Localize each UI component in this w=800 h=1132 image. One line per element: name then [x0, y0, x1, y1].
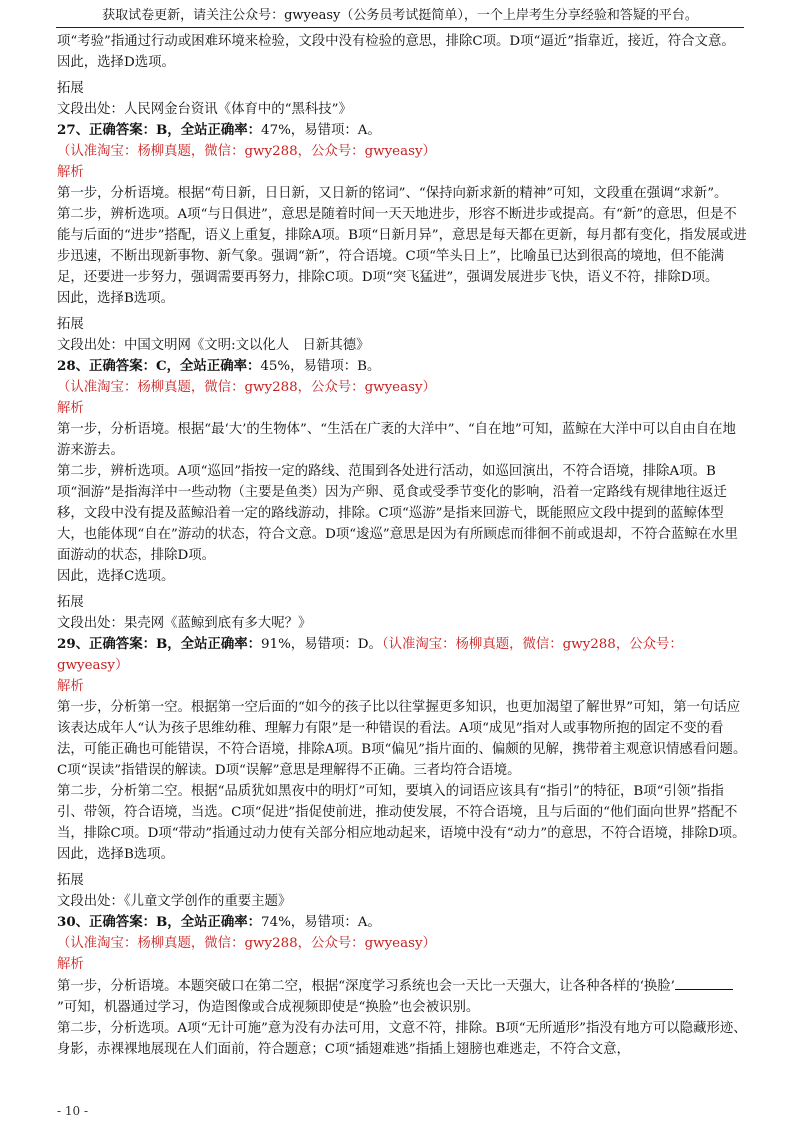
paragraph: 因此，选择C选项。	[57, 569, 175, 584]
paragraph: 文段出处：中国文明网《文明:文以化人 日新其德》	[57, 338, 370, 353]
answer-line	[57, 120, 747, 162]
accuracy-label: 全站正确率：	[180, 358, 261, 374]
promo-text: （认准淘宝：杨柳真题，微信：gwy288，公众号：gwyeasy）	[57, 637, 683, 673]
correct-answer: B，	[155, 914, 181, 930]
question-number: 27、正确答案：	[57, 122, 156, 138]
paragraph: 文段出处：果壳网《蓝鲸到底有多大呢？》	[57, 616, 312, 631]
accuracy-label: 全站正确率：	[180, 122, 262, 138]
accuracy-label: 全站正确率：	[180, 636, 262, 652]
accuracy-and-error-option: 45%，易错项：B。	[260, 359, 381, 374]
accuracy-and-error-option: 74%，易错项：A。	[261, 915, 381, 930]
paragraph: 第二步，分析第二空。根据“品质犹如黑夜中的明灯”可知，要填入的词语应该具有“指引”的特征，B项“引领”指指引、带领，符合语境，当选。C项“促进”指促使前进，推动使发展，不符合语境，且与后面的“他们面向世界”搭配不当，排除C项。D项“带动”指通过动力使有关部分相应地动起来，语境中没有“动力”的意思，不符合语境，排除D项。	[57, 784, 746, 841]
paragraph: 第二步，辨析选项。A项“与日俱进”，意思是随着时间一天天地进步，形容不断进步或提高。有“新”的意思，但是不能与后面的“进步”搭配，语义上重复，排除A项。B项“日新月异”，意思是每天都在更新，每月都有变化，指发展或进步迅速，不断出现新事物、新气象。强调“新”，符合语境。C项“竿头日上”，比喻虽已达到很高的境地，但不能满足，还要进一步努力，强调需要再努力，排除C项。D项“突飞猛进”，强调发展进步飞快，语义不符，排除D项。	[57, 207, 747, 285]
paragraph-text: 第一步，分析语境。本题突破口在第二空，根据“深度学习系统也会一天比一天强大，让各种各样的‘换脸’	[57, 979, 675, 994]
analysis-heading: 解析	[57, 957, 84, 972]
accuracy-and-error-option: 91%，易错项：D。	[261, 637, 382, 652]
paragraph: 项“考验”指通过行动或困难环境来检验，文段中没有检验的意思，排除C项。D项“逼近”指靠近，接近，符合文意。	[57, 34, 735, 49]
correct-answer: C，	[155, 358, 181, 374]
paragraph: 第一步，分析第一空。根据第一空后面的“如今的孩子比以往掌握更多知识，也更加渴望了解世界”可知，第一句话应该表达成年人“认为孩子思维幼稚、理解力有限”是一种错误的看法。A项“成见”指对人或事物所抱的固定不变的看法，可能正确也可能错误，不符合语境，排除A项。B项“偏见”指片面的、偏颇的见解，携带着主观意识情感看问题。C项“误读”指错误的解读。D项“误解”意思是理解得不正确。三者均符合语境。	[57, 700, 747, 778]
accuracy-label: 全站正确率：	[180, 914, 262, 930]
paragraph: 第二步，辨析选项。A项“巡回”指按一定的路线、范围到各处进行活动，如巡回演出，不符合语境，排除A项。B项“洄游”是指海洋中一些动物（主要是鱼类）因为产卵、觅食或受季节变化的影响，沿着一定路线有规律地往返迁移，文段中没有提及蓝鲸沿着一定的路线游动，排除。C项“巡游”是指来回游弋，既能照应文段中提到的蓝鲸体型大，也能体现“自在”游动的状态，符合文意。D项“逡巡”意思是因为有所顾虑而徘徊不前或退却，不符合蓝鲸在水里面游动的状态，排除D项。	[57, 464, 738, 563]
paragraph: 第一步，分析语境。根据“苟日新，日日新，又日新的铭词”、“保持向新求新的精神”可知，文段重在强调“求新”。	[57, 186, 728, 201]
paragraph: 文段出处：人民网金台资讯《体育中的“黑科技”》	[57, 102, 352, 117]
page-number: - 10 -	[57, 1104, 89, 1118]
question-number: 30、正确答案：	[57, 914, 156, 930]
paragraph: 因此，选择D选项。	[57, 55, 175, 70]
extension-heading: 拓展	[57, 595, 84, 610]
header-divider	[56, 27, 744, 28]
fill-in-blank	[675, 975, 733, 990]
analysis-heading: 解析	[57, 679, 84, 694]
paragraph: 第一步，分析语境。根据“最‘大’的生物体”、“生活在广袤的大洋中”、“自在地”可知，蓝鲸在大洋中可以自由自在地游来游去。	[57, 422, 736, 458]
promo-text: （认准淘宝：杨柳真题，微信：gwy288，公众号：gwyeasy）	[57, 144, 436, 159]
analysis-heading: 解析	[57, 165, 84, 180]
promo-text: （认准淘宝：杨柳真题，微信：gwy288，公众号：gwyeasy）	[57, 936, 436, 951]
correct-answer: B，	[155, 122, 181, 138]
paragraph: 文段出处：《儿童文学创作的重要主题》	[57, 894, 292, 909]
question-number: 28、正确答案：	[57, 358, 156, 374]
document-body	[57, 31, 747, 1060]
page-header: 获取试卷更新，请关注公众号：gwyeasy（公务员考试挺简单），一个上岸考生分享经验和答疑的平台。	[102, 8, 698, 23]
paragraph	[57, 975, 747, 1018]
analysis-heading: 解析	[57, 401, 84, 416]
extension-heading: 拓展	[57, 81, 84, 96]
extension-heading: 拓展	[57, 873, 84, 888]
paragraph: 第二步，分析选项。A项“无计可施”意为没有办法可用，文意不符，排除。B项“无所遁形”指没有地方可以隐藏形迹、身影，赤裸裸地展现在人们面前，符合题意；C项“插翅难逃”指插上翅膀也难逃走，不符合文意，	[57, 1021, 747, 1057]
promo-text: （认准淘宝：杨柳真题，微信：gwy288，公众号：gwyeasy）	[57, 380, 436, 395]
extension-heading: 拓展	[57, 317, 84, 332]
question-number: 29、正确答案：	[57, 636, 156, 652]
paragraph-text: ”可知，机器通过学习，伪造图像或合成视频即使是“换脸”也会被识别。	[57, 1000, 480, 1015]
answer-line	[57, 912, 747, 954]
paragraph: 因此，选择B选项。	[57, 847, 174, 862]
paragraph: 因此，选择B选项。	[57, 291, 174, 306]
answer-line	[57, 356, 747, 398]
answer-line	[57, 634, 747, 676]
accuracy-and-error-option: 47%，易错项：A。	[261, 123, 381, 138]
correct-answer: B，	[155, 636, 181, 652]
